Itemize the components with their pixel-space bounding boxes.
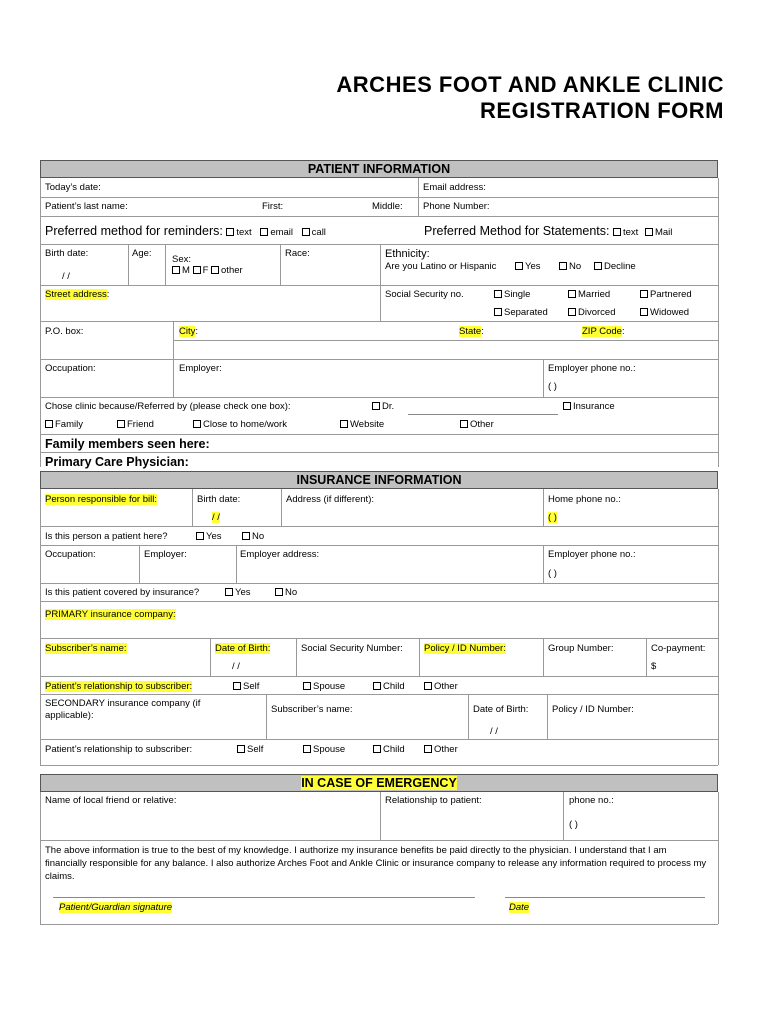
first-name-label: First:	[262, 201, 284, 212]
last-name-label: Patient’s last name:	[45, 201, 128, 212]
sex-label: Sex:	[172, 254, 192, 265]
partnered-option: Partnered	[640, 289, 692, 300]
latino-no-checkbox[interactable]	[559, 262, 567, 270]
form-title-line2: REGISTRATION FORM	[480, 98, 724, 123]
patient-info-header: PATIENT INFORMATION	[40, 160, 718, 178]
group-number-label: Group Number:	[548, 643, 614, 654]
middle-name-label: Middle:	[372, 201, 403, 212]
rel-other-checkbox[interactable]	[424, 682, 432, 690]
referral-family: Family	[45, 419, 83, 430]
state-label: State:	[459, 326, 484, 337]
rel2-child-checkbox[interactable]	[373, 745, 381, 753]
emergency-relationship-label: Relationship to patient:	[385, 795, 482, 806]
copay-label: Co-payment:	[651, 643, 706, 654]
rel2-spouse-checkbox[interactable]	[303, 745, 311, 753]
rel2-self-checkbox[interactable]	[237, 745, 245, 753]
rel-child: Child	[373, 681, 405, 692]
subscriber-name-label: Subscriber’s name:	[45, 643, 127, 654]
rel-child-checkbox[interactable]	[373, 682, 381, 690]
latino-yes: Yes	[515, 261, 541, 272]
pcp-label: Primary Care Physician:	[45, 455, 189, 469]
copay-dollar: $	[651, 661, 657, 672]
employer-phone-label: Employer phone no.:	[548, 363, 636, 374]
ins-birth-date-slashes: / /	[212, 512, 220, 523]
married-checkbox[interactable]	[568, 290, 576, 298]
covered-label: Is this patient covered by insurance?	[45, 587, 200, 598]
is-patient-yes-checkbox[interactable]	[196, 532, 204, 540]
family-members-label: Family members seen here:	[45, 437, 210, 451]
latino-decline-checkbox[interactable]	[594, 262, 602, 270]
referral-other: Other	[460, 419, 494, 430]
rel2-self: Self	[237, 744, 263, 755]
ssn-label: Social Security no.	[385, 289, 464, 300]
age-label: Age:	[132, 248, 152, 259]
referral-dr: Dr.	[372, 401, 394, 412]
date-label: Date	[509, 902, 530, 913]
subscriber-ssn-label: Social Security Number:	[301, 643, 403, 654]
zip-label: ZIP Code:	[582, 326, 625, 337]
email-label: Email address:	[423, 182, 486, 193]
referral-insurance-checkbox[interactable]	[563, 402, 571, 410]
todays-date-label: Today’s date:	[45, 182, 101, 193]
rel-other: Other	[424, 681, 458, 692]
married-option: Married	[568, 289, 610, 300]
chose-clinic-label: Chose clinic because/Referred by (please check one box):	[45, 401, 291, 412]
latino-decline: Decline	[594, 261, 636, 272]
street-address-label: Street address:	[45, 289, 110, 300]
occupation-label: Occupation:	[45, 363, 96, 374]
signature-label: Patient/Guardian signature	[59, 902, 173, 913]
rel2-spouse: Spouse	[303, 744, 345, 755]
covered-no-checkbox[interactable]	[275, 588, 283, 596]
single-checkbox[interactable]	[494, 290, 502, 298]
referral-website: Website	[340, 419, 384, 430]
reminder-call-checkbox[interactable]	[302, 228, 310, 236]
covered-yes: Yes	[225, 587, 251, 598]
home-phone-label: Home phone no.:	[548, 494, 621, 505]
insurance-info-header: INSURANCE INFORMATION	[40, 471, 718, 489]
referral-other-checkbox[interactable]	[460, 420, 468, 428]
sex-other-checkbox[interactable]	[211, 266, 219, 274]
sex-m-checkbox[interactable]	[172, 266, 180, 274]
sec-subscriber-label: Subscriber’s name:	[271, 704, 353, 715]
rel2-other-checkbox[interactable]	[424, 745, 432, 753]
ins-employer-label: Employer:	[144, 549, 187, 560]
referral-close-home: Close to home/work	[193, 419, 287, 430]
ethnicity-label: Ethnicity:	[385, 248, 430, 260]
sec-dob-label: Date of Birth:	[473, 704, 529, 715]
reminder-email-checkbox[interactable]	[260, 228, 268, 236]
phone-label: Phone Number:	[423, 201, 490, 212]
form-title-line1: ARCHES FOOT AND ANKLE CLINIC	[336, 72, 724, 97]
emergency-header: IN CASE OF EMERGENCY	[40, 774, 718, 792]
partnered-checkbox[interactable]	[640, 290, 648, 298]
covered-no: No	[275, 587, 297, 598]
covered-yes-checkbox[interactable]	[225, 588, 233, 596]
relationship-label: Patient’s relationship to subscriber:	[45, 681, 193, 692]
rel-self: Self	[233, 681, 259, 692]
birth-date-slashes: / /	[62, 271, 70, 282]
relationship2-label: Patient’s relationship to subscriber:	[45, 744, 193, 755]
rel2-other: Other	[424, 744, 458, 755]
is-patient-no-checkbox[interactable]	[242, 532, 250, 540]
single-option: Single	[494, 289, 530, 300]
widowed-checkbox[interactable]	[640, 308, 648, 316]
employer-label: Employer:	[179, 363, 222, 374]
ins-employer-address-label: Employer address:	[240, 549, 320, 560]
divorced-option: Divorced	[568, 307, 616, 318]
birth-date-label: Birth date:	[45, 248, 89, 259]
authorization-statement: The above information is true to the best of my knowledge. I authorize my insurance benefits be paid directly to the physician. I understand that I am financially responsible for any balance. I also authorize Arches Foot and Ankle Clinic or insurance company to release any information required to process my claims.	[45, 845, 707, 882]
sec-policy-label: Policy / ID Number:	[552, 704, 634, 715]
ins-employer-phone-paren: ( )	[548, 568, 557, 579]
emergency-phone-label: phone no.:	[569, 795, 614, 806]
rel-spouse-checkbox[interactable]	[303, 682, 311, 690]
rel-self-checkbox[interactable]	[233, 682, 241, 690]
referral-dr-input[interactable]	[408, 413, 558, 415]
po-box-label: P.O. box:	[45, 326, 84, 337]
ins-birth-date-label: Birth date:	[197, 494, 241, 505]
statement-text-checkbox[interactable]	[613, 228, 621, 236]
separated-option: Separated	[494, 307, 548, 318]
secondary-insurance-label: SECONDARY insurance company (if applicable):	[45, 698, 201, 721]
referral-friend-checkbox[interactable]	[117, 420, 125, 428]
emergency-name-label: Name of local friend or relative:	[45, 795, 177, 806]
referral-friend: Friend	[117, 419, 154, 430]
primary-insurance-label: PRIMARY insurance company:	[45, 609, 176, 620]
is-patient-yes: Yes	[196, 531, 222, 542]
policy-label: Policy / ID Number:	[424, 643, 506, 654]
reminder-text-checkbox[interactable]	[226, 228, 234, 236]
sex-options: M F other	[172, 265, 243, 276]
is-patient-label: Is this person a patient here?	[45, 531, 168, 542]
referral-dr-checkbox[interactable]	[372, 402, 380, 410]
latino-yes-checkbox[interactable]	[515, 262, 523, 270]
responsible-label: Person responsible for bill:	[45, 494, 157, 505]
reminders-label: Preferred method for reminders: text email call	[45, 224, 326, 238]
latino-question: Are you Latino or Hispanic	[385, 261, 497, 272]
ins-address-label: Address (if different):	[286, 494, 375, 505]
separated-checkbox[interactable]	[494, 308, 502, 316]
signature-line[interactable]	[53, 897, 475, 898]
referral-website-checkbox[interactable]	[340, 420, 348, 428]
sex-f-checkbox[interactable]	[193, 266, 201, 274]
employer-phone-paren: ( )	[548, 381, 557, 392]
city-label: City:	[179, 326, 199, 337]
is-patient-no: No	[242, 531, 264, 542]
date-line[interactable]	[505, 897, 705, 898]
ins-occupation-label: Occupation:	[45, 549, 96, 560]
statement-mail-checkbox[interactable]	[645, 228, 653, 236]
statements-label: Preferred Method for Statements: text Mail	[424, 224, 673, 238]
emergency-phone-paren: ( )	[569, 819, 578, 830]
dob-label: Date of Birth:	[215, 643, 271, 654]
referral-close-home-checkbox[interactable]	[193, 420, 201, 428]
ins-employer-phone-label: Employer phone no.:	[548, 549, 636, 560]
home-phone-paren: ( )	[548, 512, 557, 523]
sec-dob-slashes: / /	[490, 726, 498, 737]
race-label: Race:	[285, 248, 310, 259]
rel-spouse: Spouse	[303, 681, 345, 692]
widowed-option: Widowed	[640, 307, 689, 318]
rel2-child: Child	[373, 744, 405, 755]
latino-no: No	[559, 261, 581, 272]
dob-slashes: / /	[232, 661, 240, 672]
divorced-checkbox[interactable]	[568, 308, 576, 316]
referral-insurance: Insurance	[563, 401, 615, 412]
referral-family-checkbox[interactable]	[45, 420, 53, 428]
